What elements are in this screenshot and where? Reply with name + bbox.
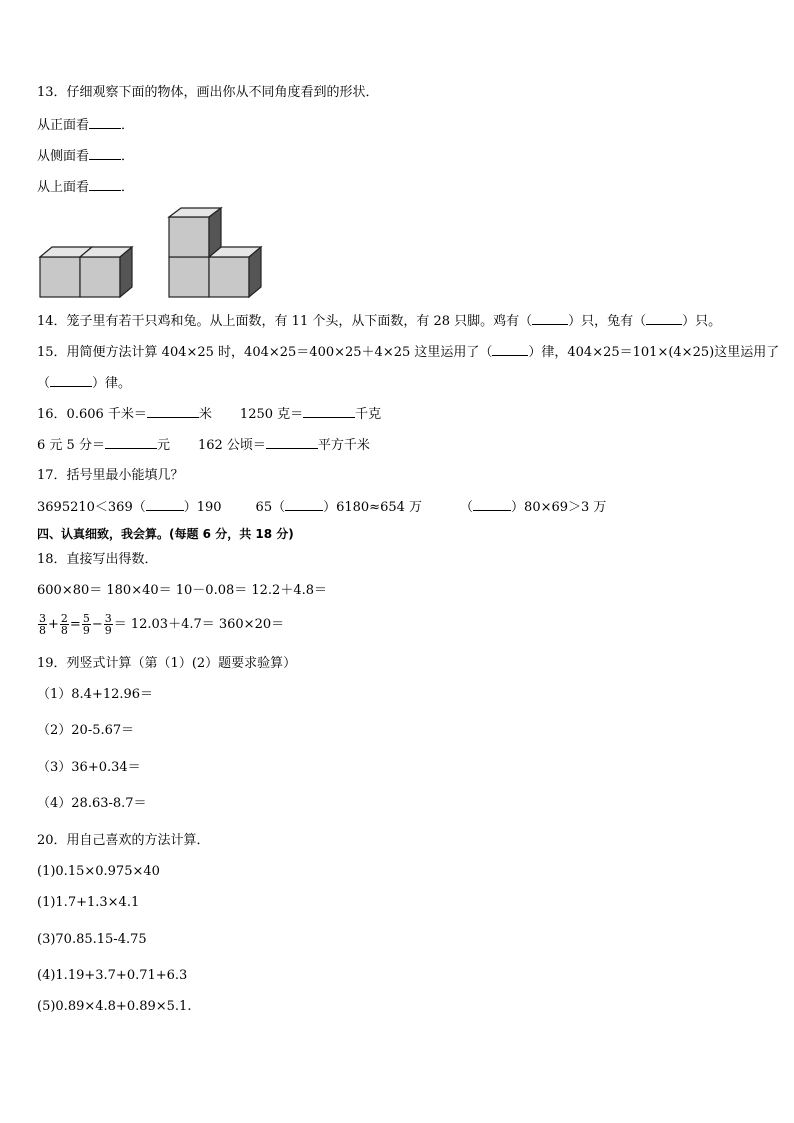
q16-b1: 6 元 5 分＝ [37,438,105,453]
fraction: $\frac{2}{8}$ [60,612,68,637]
q17-p1a: 3695210＜369（ [37,500,146,515]
q17-p3a: （ [460,500,474,515]
q14-text-c: ）只。 [682,314,722,329]
question-19-title: 19．列竖式计算（第（1）(2）题要求验算） [37,656,297,671]
q13-front-label: 从正面看 [37,118,90,133]
q15-text-c: （ [37,376,51,391]
equals-sign: = [69,617,81,632]
question-18-title: 18．直接写出得数． [37,552,158,567]
q13-tail: ． [121,118,135,133]
answer-blank[interactable] [146,498,184,511]
list-item: （2）20-5.67＝ [37,723,135,738]
answer-blank[interactable] [50,374,92,387]
list-item: (3)70.85.15-4.75 [37,932,147,947]
plus-sign: + [48,617,59,632]
question-18-row2 [37,612,284,638]
q17-p3b: ）80×69＞3 万 [511,500,607,515]
list-item: (5)0.89×4.8+0.89×5.1. [37,999,192,1014]
list-item: (4)1.19+3.7+0.71+6.3 [37,968,188,983]
question-16-row1 [37,405,381,424]
answer-blank[interactable] [89,116,121,129]
list-item: （3）36+0.34＝ [37,760,141,775]
q16-a2: 米 [198,407,212,422]
cube-left-2 [80,247,132,297]
answer-blank[interactable] [646,312,682,325]
q17-p1b: ）190 [183,500,222,515]
list-item: （4）28.63-8.7＝ [37,796,147,811]
cube-right-bottom-1 [169,257,209,297]
q16-a4: 千克 [355,407,382,422]
fraction: $\frac{5}{9}$ [82,612,90,637]
q14-text-b: ）只，兔有（ [568,314,647,329]
q15-text-a: 15．用简便方法计算 404×25 时，404×25＝400×25＋4×25 这里运用了（ [37,345,493,360]
question-16-row2 [37,436,370,455]
question-20-title: 20．用自己喜欢的方法计算． [37,833,210,848]
q16-b4: 平方千米 [317,438,370,453]
answer-blank[interactable] [266,436,318,449]
q13-tail: ． [121,180,135,195]
q13-top-label: 从上面看 [37,180,90,195]
q13-top-view [37,178,134,197]
question-17-title: 17．括号里最小能填几？ [37,468,184,483]
question-18-row1: 600×80＝ 180×40＝ 10－0.08＝ 12.2＋4.8＝ [37,583,327,598]
answer-blank[interactable] [89,147,121,160]
section-4-heading: 四、认真细致，我会算。(每题 6 分，共 18 分) [37,527,294,541]
answer-blank[interactable] [89,178,121,191]
cube-right-bottom-2 [209,247,261,297]
list-item: (1)0.15×0.975×40 [37,864,160,879]
question-15-cont [37,374,131,393]
q13-side-label: 从侧面看 [37,149,90,164]
answer-blank[interactable] [532,312,568,325]
answer-blank[interactable] [147,405,199,418]
answer-blank[interactable] [105,436,157,449]
cube-right-top [169,208,221,257]
list-item: （1）8.4+12.96＝ [37,687,154,702]
q13-front-view [37,116,134,135]
answer-blank[interactable] [473,498,511,511]
fraction: $\frac{3}{8}$ [39,612,46,637]
q16-a3: 1250 克＝ [239,407,304,422]
question-14 [37,312,721,331]
answer-blank[interactable] [492,343,528,356]
list-item: (1)1.7+1.3×4.1 [37,895,140,910]
q17-p2a: 65（ [255,500,286,515]
q16-b3: 162 公顷＝ [197,438,266,453]
q15-text-b: ）律，404×25＝101×(4×25)这里运用了 [528,345,780,360]
answer-blank[interactable] [285,498,323,511]
q15-text-d: ）律。 [92,376,132,391]
q13-tail: ． [121,149,135,164]
q18-row2-tail: ＝ 12.03＋4.7＝ 360×20＝ [113,617,285,632]
q17-p2b: ）6180≈654 万 [323,500,423,515]
fraction: $\frac{3}{9}$ [104,612,112,637]
minus-sign: − [91,617,103,632]
answer-blank[interactable] [303,405,355,418]
question-13-title: 13．仔细观察下面的物体，画出你从不同角度看到的形状． [37,85,379,100]
question-17-parts [37,498,606,517]
q14-text-a: 14．笼子里有若干只鸡和兔。从上面数，有 11 个头，从下面数，有 28 只脚。鸡有（ [37,314,533,329]
cube-figure [36,205,268,301]
question-15 [37,343,779,362]
q13-side-view [37,147,134,166]
q16-b2: 元 [156,438,170,453]
q16-a1: 16．0.606 千米＝ [37,407,147,422]
